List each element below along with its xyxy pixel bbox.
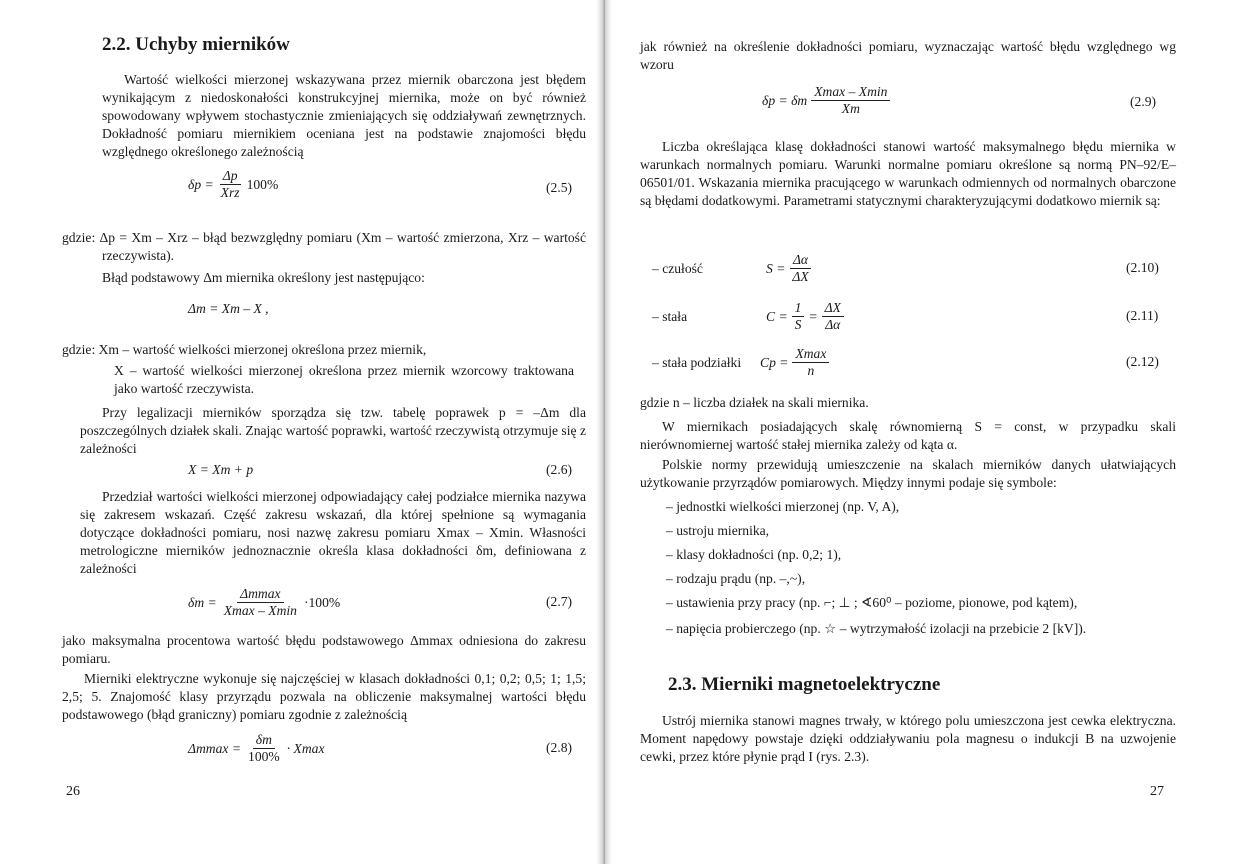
list-item: – klasy dokładności (np. 0,2; 1), <box>666 547 842 562</box>
list-item: – napięcia probierczego (np. ☆ – wytrzymałość izolacji na przebicie 2 [kV]). <box>666 621 1087 636</box>
fraction: $\frac{Xmax}{n}$ <box>792 346 829 379</box>
equation-number: (2.11) <box>1126 308 1159 323</box>
equation-2-7: δm = $\frac{\Delta mmax}{Xmax - Xmin}$ ·100% <box>188 586 341 618</box>
paragraph: Liczba określająca klasę dokładności stanowi wartość maksymalnego błędu miernika w warunkach normalnych pomiaru. Warunki normalne pomiaru określone są normą PN–92/E–06501/01. Wskazania miernika pracującego w warunkach odmiennych od normalnych obarczone są błędami dodatkowymi. Parametrami statycznymi charakteryzującymi dodatkowo miernik są: <box>640 139 1176 208</box>
paragraph: Przy legalizacji mierników sporządza się tzw. tabelę poprawek p = –Δm dla poszczególnych działek skali. Znając wartość poprawki, wartość rzeczywistą otrzymuje się z zależności <box>80 405 586 456</box>
paragraph: Wartość wielkości mierzonej wskazywana przez miernik obarczona jest błędem wynikającym z niedoskonałości konstrukcyjnej miernika, może on być również spowodowany wpływem stochastycznie zmieniających się oddziaływań zewnętrznych. Dokładność pomiaru miernikiem oceniana jest na podstawie znajomości błędu względnego określonego zależnością <box>102 72 586 159</box>
paragraph: jako maksymalna procentowa wartość błędu podstawowego Δmmax odniesiona do zakresu pomiaru. <box>62 633 586 666</box>
paragraph: gdzie: Δp = Xm – Xrz – błąd bezwzględny pomiaru (Xm – wartość zmierzona, Xrz – wartość rzeczywista). <box>62 230 586 263</box>
fraction: $\frac{\Delta\alpha}{\Delta X}$ <box>789 252 811 285</box>
page-number: 27 <box>1150 784 1164 799</box>
parameter-equation: Cp = $\frac{Xmax}{n}$ <box>760 346 829 379</box>
list-item: – rodzaju prądu (np. –,~), <box>666 571 806 586</box>
equation-number: (2.6) <box>546 462 573 477</box>
paragraph: X – wartość wielkości mierzonej określona przez miernik wzorcowy traktowana jako wartość rzeczywista. <box>114 363 574 396</box>
equation-delta-m: Δm = Xm – X , <box>188 301 269 316</box>
fraction: $\frac{Xmax - Xmin}{Xm}$ <box>811 84 890 117</box>
equation-number: (2.5) <box>546 180 573 195</box>
equation-2-8: Δmmax = $\frac{\delta m}{100\%}$ · Xmax <box>188 732 325 764</box>
left-page <box>0 0 596 864</box>
equation-number: (2.10) <box>1126 260 1159 275</box>
paragraph: Błąd podstawowy Δm miernika określony jest następująco: <box>102 270 425 285</box>
equation-2-6: X = Xm + p <box>188 462 254 477</box>
fraction: $\frac{1}{S}$ <box>792 300 805 333</box>
fraction: $\frac{\Delta X}{\Delta\alpha}$ <box>822 300 844 333</box>
paragraph: Polskie normy przewidują umieszczenie na skalach mierników danych ułatwiających użytkowanie przyrządów pomiarowych. Między innymi podaje się symbole: <box>640 457 1176 490</box>
equation-number: (2.8) <box>546 740 573 755</box>
list-item: – ustroju miernika, <box>666 523 770 538</box>
page-number: 26 <box>66 784 80 799</box>
paragraph: jak również na określenie dokładności pomiaru, wyznaczając wartość błędu względnego wg wzoru <box>640 39 1176 72</box>
paragraph: Przedział wartości wielkości mierzonej odpowiadający całej podziałce miernika nazywa się zakresem wskazań. Część zakresu wskazań, dla której spełnione są wymagania dotyczące dokładności pomiaru, nosi nazwę zakresu pomiaru Xmax – Xmin. Własności metrologiczne mierników jednoznacznie określa klasa dokładności δm, definiowana z zależności <box>80 489 586 576</box>
parameter-label: – czułość <box>652 261 703 276</box>
parameter-label: – stała podziałki <box>652 355 742 370</box>
list-item: – jednostki wielkości mierzonej (np. V, A), <box>666 499 900 514</box>
book-gutter <box>596 0 612 864</box>
equation-number: (2.7) <box>546 594 573 609</box>
list-item: – ustawienia przy pracy (np. ⌐; ⊥ ; ∢60⁰ – poziome, pionowe, pod kątem), <box>666 595 1078 610</box>
paragraph: Ustrój miernika stanowi magnes trwały, w którego polu umieszczona jest cewka elektryczna. Moment napędowy powstaje dzięki oddziaływaniu pola magnesu o indukcji B na uzwojenie cewki, przez które płynie prąd I (rys. 2.3). <box>640 713 1176 764</box>
parameter-equation: C = $\frac{1}{S}$ = $\frac{\Delta X}{\Delta\alpha}$ <box>766 300 844 333</box>
eq-lhs: δp = <box>188 176 214 192</box>
equation-number: (2.12) <box>1126 354 1159 369</box>
paragraph: gdzie n – liczba działek na skali miernika. <box>640 395 869 410</box>
paragraph: Mierniki elektryczne wykonuje się najczęściej w klasach dokładności 0,1; 0,2; 0,5; 1; 1,5; 2,5; 5. Znajomość klasy przyrządu pozwala na obliczenie maksymalnej wartości błędu podstawowego (błąd graniczny) pomiaru zgodnie z zależnością <box>62 671 586 722</box>
fraction: $\frac{\Delta mmax}{Xmax - Xmin}$ <box>223 586 297 618</box>
equation-2-9: δp = δm $\frac{Xmax - Xmin}{Xm}$ <box>762 84 890 117</box>
fraction: $\frac{\Delta p}{\text{Xrz}}$ <box>220 168 240 200</box>
parameter-label: – stała <box>652 309 688 324</box>
right-page <box>612 0 1236 864</box>
section-heading: 2.3. Mierniki magnetoelektryczne <box>668 674 941 695</box>
paragraph: W miernikach posiadających skalę równomierną S = const, w przypadku skali nierównomiernej wartość stałej miernika zależy od kąta α. <box>640 419 1176 452</box>
section-heading: 2.2. Uchyby mierników <box>102 34 290 55</box>
equation-number: (2.9) <box>1130 94 1157 109</box>
fraction: $\frac{\delta m}{100\%}$ <box>248 732 280 764</box>
paragraph: gdzie: Xm – wartość wielkości mierzonej określona przez miernik, <box>62 342 427 357</box>
equation-2-5: δp = $\frac{\Delta p}{\text{Xrz}}$ 100% <box>188 168 279 200</box>
parameter-equation: S = $\frac{\Delta\alpha}{\Delta X}$ <box>766 252 812 285</box>
